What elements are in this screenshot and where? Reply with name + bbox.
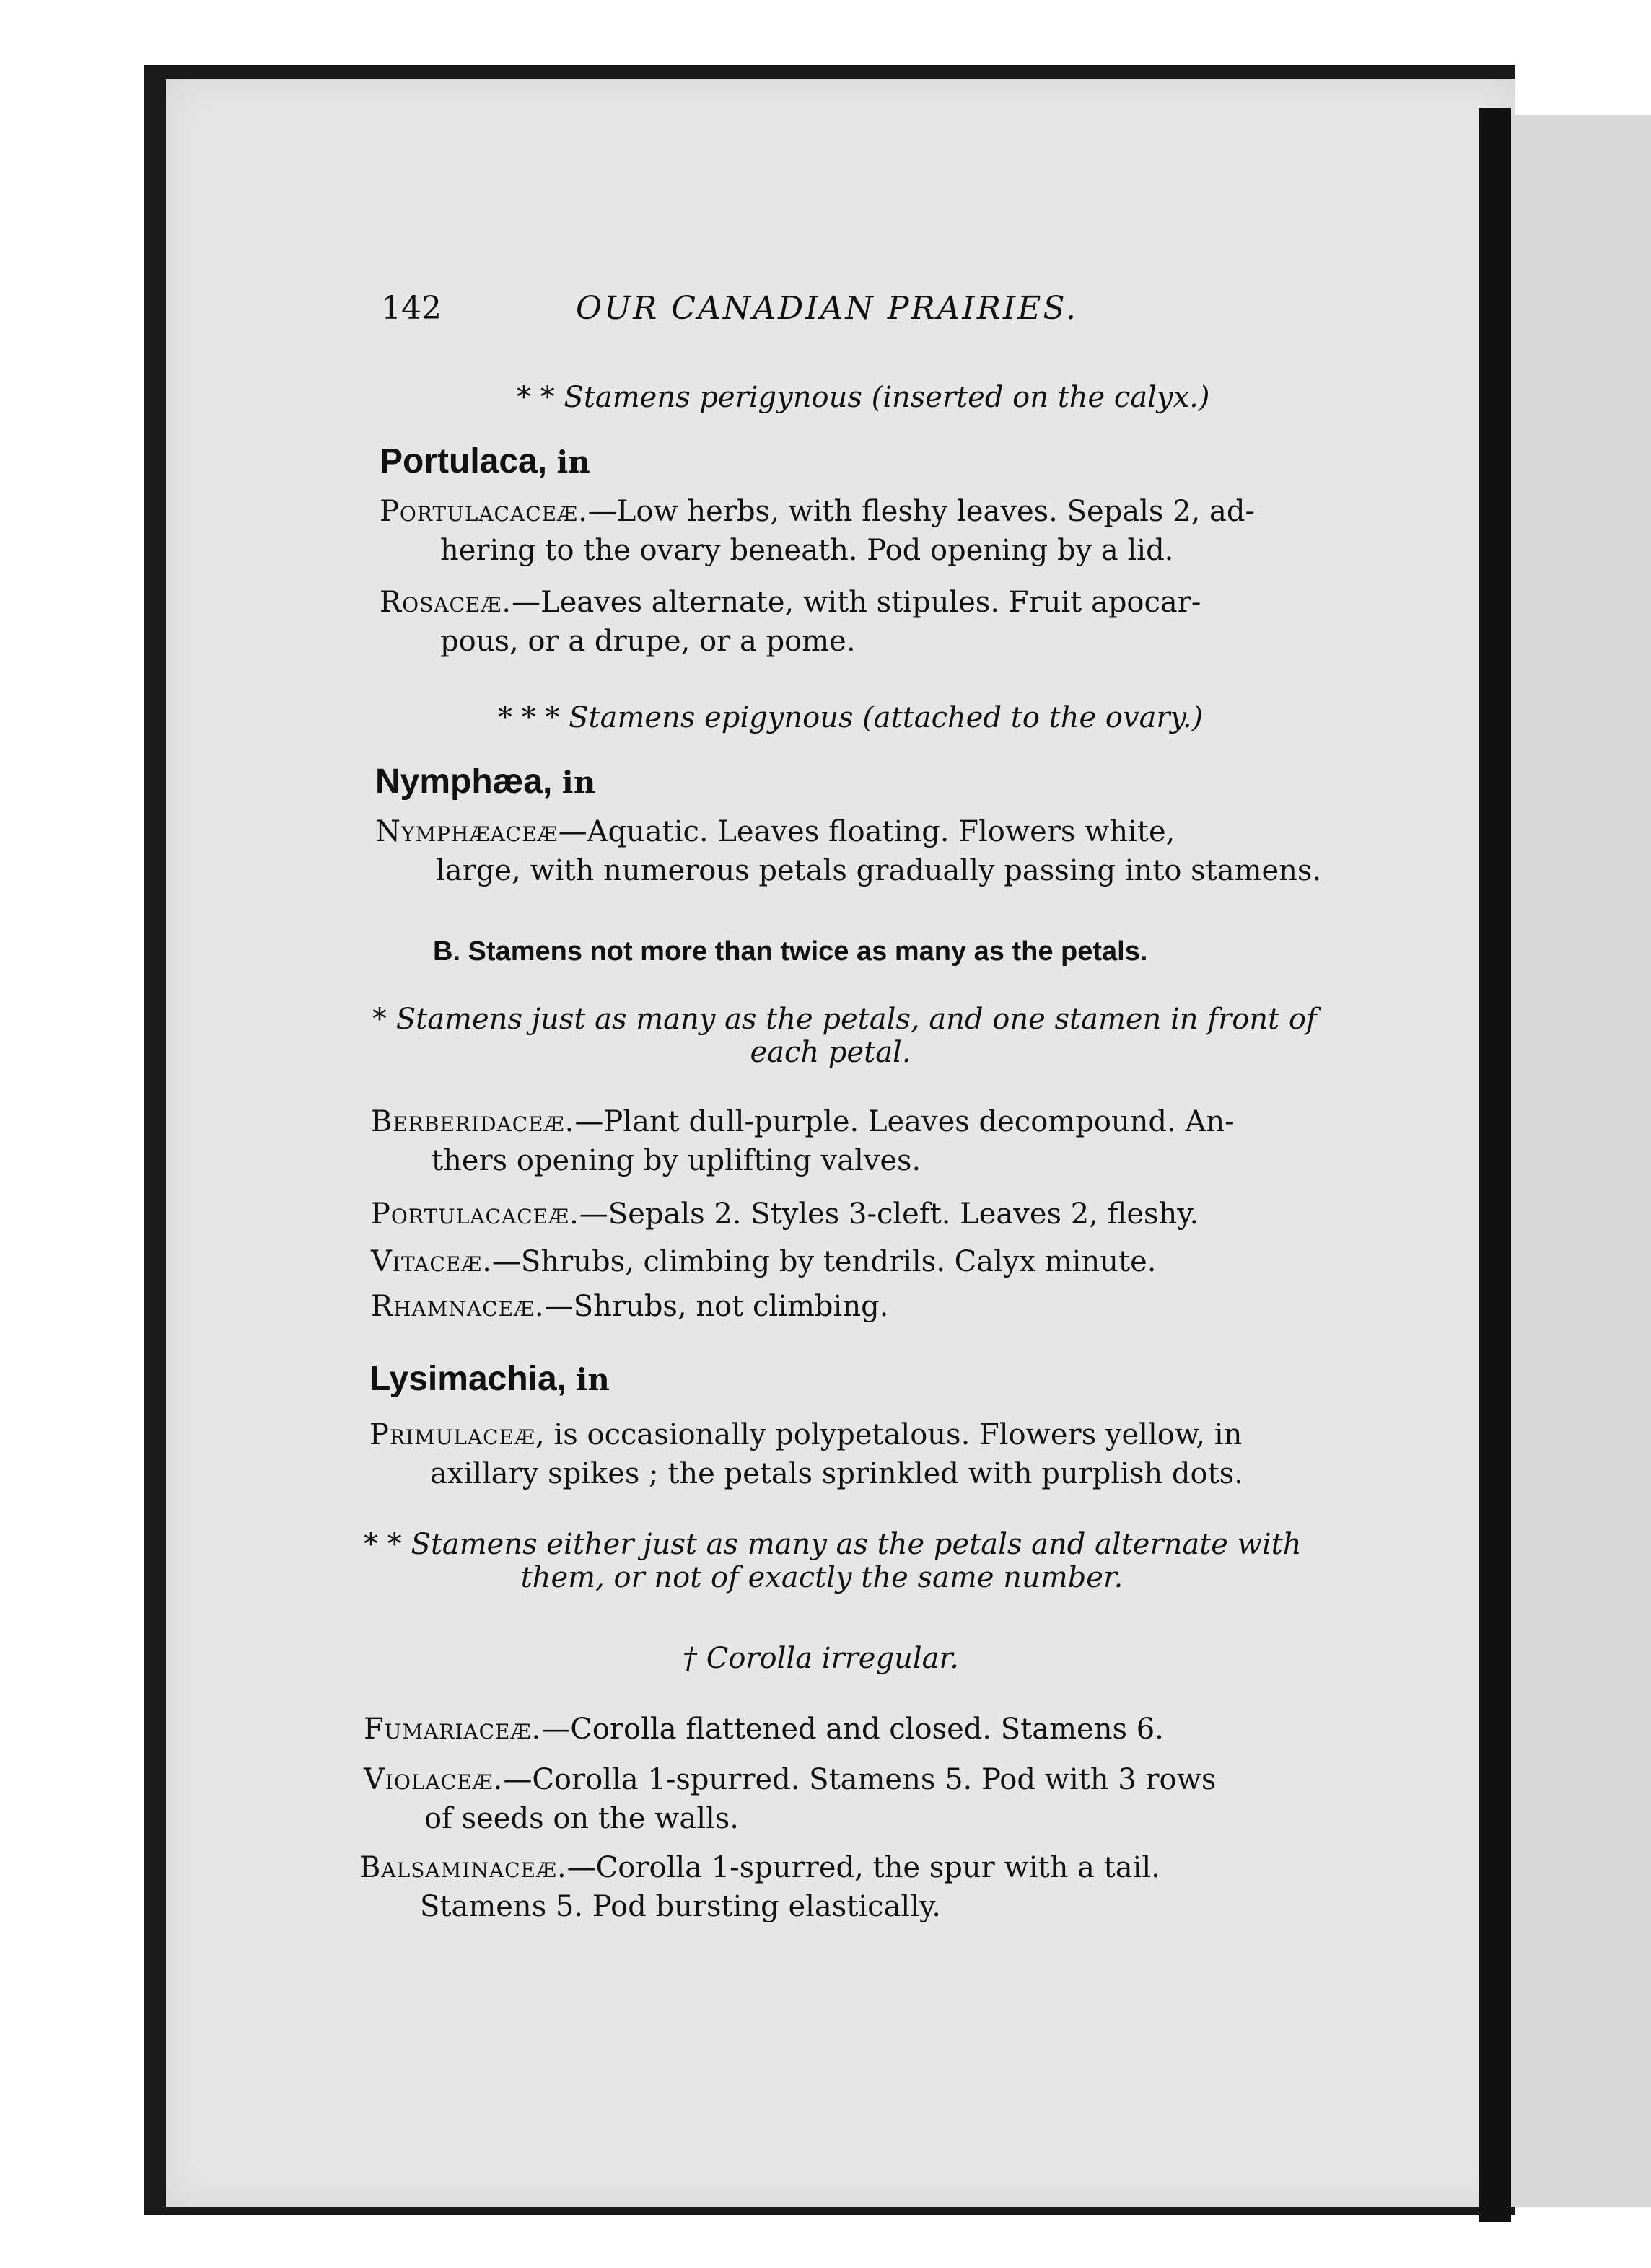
- entry-violaceae: [364, 1760, 1216, 1838]
- genus-in: in: [576, 1362, 610, 1397]
- entry-text: —Corolla 1-spurred, the spur with a tail.: [566, 1851, 1160, 1884]
- family-name: Violaceæ.: [364, 1763, 504, 1796]
- family-name: Primulaceæ: [369, 1418, 536, 1451]
- genus-name: Portulaca,: [380, 442, 548, 480]
- entry-text: —Aquatic. Leaves floating. Flowers white,: [558, 815, 1175, 848]
- entry-text: —Shrubs, climbing by tendrils. Calyx minute.: [491, 1245, 1157, 1278]
- heading-line: * * Stamens either just as many as the petals and alternate with: [364, 1528, 1302, 1561]
- page-number: 142: [381, 290, 442, 327]
- entry-fumariaceae: [364, 1710, 1164, 1749]
- entry-text-continued: thers opening by uplifting valves.: [432, 1144, 921, 1177]
- genus-portulaca: [380, 441, 590, 481]
- running-title: OUR CANADIAN PRAIRIES.: [576, 290, 1078, 327]
- entry-text: —Leaves alternate, with stipules. Fruit apocar-: [512, 586, 1201, 619]
- section-heading-corolla-irregular: † Corolla irregular.: [683, 1642, 959, 1675]
- section-heading-alternate: [364, 1528, 1302, 1594]
- entry-text-continued: hering to the ovary beneath. Pod opening by a lid.: [440, 534, 1174, 567]
- section-heading-epigynous: * * * Stamens epigynous (attached to the ovary.): [498, 701, 1204, 734]
- entry-balsaminaceae: [359, 1848, 1160, 1926]
- family-name: Vitaceæ.: [371, 1245, 492, 1278]
- genus-in: in: [556, 444, 590, 480]
- entry-rhamnaceae: [371, 1287, 888, 1326]
- genus-name: Nymphæa,: [375, 762, 553, 801]
- family-name: Fumariaceæ.: [364, 1713, 542, 1746]
- heading-line: each petal.: [750, 1036, 911, 1069]
- page-gutter: [1479, 108, 1511, 2222]
- entry-vitaceae: [371, 1242, 1156, 1281]
- family-name: Rhamnaceæ.: [371, 1290, 545, 1323]
- subsection-heading-b: B. Stamens not more than twice as many as the petals.: [433, 936, 1148, 967]
- entry-nymphaeaceae: [375, 812, 1321, 890]
- family-name: Portulacaceæ.: [380, 495, 588, 528]
- entry-text: , is occasionally polypetalous. Flowers yellow, in: [535, 1418, 1243, 1451]
- genus-lysimachia: [369, 1359, 610, 1399]
- entry-primulaceae: [369, 1415, 1243, 1493]
- section-heading-perigynous: * * Stamens perigynous (inserted on the calyx.): [517, 381, 1210, 414]
- entry-text: —Shrubs, not climbing.: [544, 1290, 889, 1323]
- heading-line: them, or not of exactly the same number.: [520, 1561, 1124, 1594]
- genus-in: in: [561, 765, 596, 800]
- family-name: Portulacaceæ.: [371, 1197, 579, 1231]
- genus-nymphaea: [375, 762, 595, 801]
- entry-text: —Corolla 1-spurred. Stamens 5. Pod with 3 rows: [503, 1763, 1217, 1796]
- entry-berberidaceae: [371, 1102, 1235, 1180]
- facing-page-edge: [1511, 115, 1651, 2207]
- entry-text-continued: axillary spikes ; the petals sprinkled with purplish dots.: [430, 1457, 1243, 1490]
- entry-text: —Plant dull-purple. Leaves decompound. An-: [574, 1105, 1235, 1138]
- entry-text-continued: Stamens 5. Pod bursting elastically.: [420, 1890, 942, 1923]
- section-heading-opposite-petals: [372, 1003, 1317, 1069]
- entry-text: —Low herbs, with fleshy leaves. Sepals 2, ad-: [587, 495, 1255, 528]
- entry-portulacaceae-2: [371, 1195, 1199, 1234]
- heading-line: * Stamens just as many as the petals, and one stamen in front of: [372, 1003, 1317, 1036]
- family-name: Rosaceæ.: [380, 586, 512, 619]
- family-name: Nymphæaceæ: [375, 815, 559, 848]
- entry-text-continued: pous, or a drupe, or a pome.: [440, 625, 856, 658]
- entry-text-continued: of seeds on the walls.: [424, 1802, 740, 1835]
- family-name: Balsaminaceæ.: [359, 1851, 567, 1884]
- entry-portulacaceae: [380, 492, 1255, 570]
- entry-text-continued: large, with numerous petals gradually passing into stamens.: [436, 854, 1322, 887]
- entry-text: —Corolla flattened and closed. Stamens 6.: [541, 1713, 1164, 1746]
- entry-rosaceae: [380, 583, 1201, 661]
- entry-text: —Sepals 2. Styles 3-cleft. Leaves 2, fleshy.: [579, 1197, 1199, 1231]
- family-name: Berberidaceæ.: [371, 1105, 575, 1138]
- genus-name: Lysimachia,: [369, 1360, 567, 1398]
